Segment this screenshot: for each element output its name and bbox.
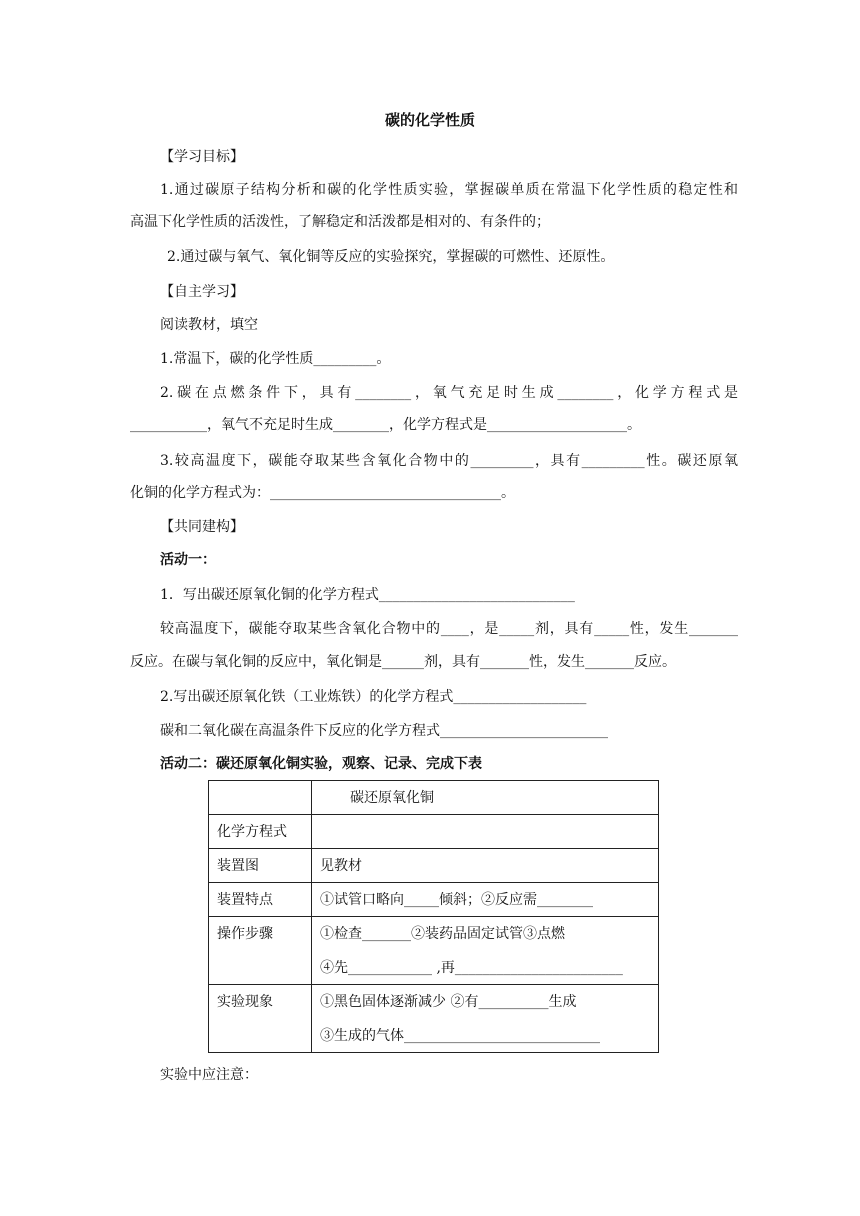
table-header-row xyxy=(209,781,659,815)
row-label: 化学方程式 xyxy=(209,815,312,849)
question-2-line-2: ___________，氧气不充足时生成________，化学方程式是____________________。 xyxy=(130,417,641,433)
row-value xyxy=(312,815,659,849)
table-header-cell-empty xyxy=(209,781,312,815)
question-1: 1.常温下，碳的化学性质_________。 xyxy=(160,351,391,367)
activity-1-question-1b-line-2: 反应。在碳与氧化铜的反应中，氧化铜是______剂，具有_______性，发生_______反应。 xyxy=(130,654,676,670)
goal-2: 2.通过碳与氧气、氧化铜等反应的实验探究，掌握碳的可燃性、还原性。 xyxy=(167,249,615,265)
table-header-cell: 碳还原氧化铜 xyxy=(312,781,659,815)
activity-1-question-3: 碳和二氧化碳在高温条件下反应的化学方程式________________________ xyxy=(160,723,608,739)
row-value xyxy=(312,917,659,985)
goal-1-line-2: 高温下化学性质的活泼性，了解稳定和活泼都是相对的、有条件的； xyxy=(130,214,550,230)
row-value: ①试管口略向_____倾斜；②反应需________ xyxy=(312,883,659,917)
experiment-table xyxy=(208,780,659,1053)
activity-1-question-1b-line-1: 较高温度下，碳能夺取某些含氧化合物中的____，是_____剂，具有_____性，发生_______ xyxy=(160,621,738,637)
table-row xyxy=(209,985,659,1053)
notes-label: 实验中应注意： xyxy=(160,1067,258,1083)
row-label: 实验现象 xyxy=(209,985,312,1053)
activity-1-question-2: 2.写出碳还原氧化铁（工业炼铁）的化学方程式___________________ xyxy=(160,689,587,705)
co-construct-header: 【共同建构】 xyxy=(160,519,244,535)
row-value-line: ③生成的气体____________________________ xyxy=(320,1028,600,1044)
question-3-line-1: 3.较高温度下，碳能夺取某些含氧化合物中的_________，具有_________性。碳还原氧 xyxy=(160,453,738,469)
row-label: 操作步骤 xyxy=(209,917,312,985)
page-title: 碳的化学性质 xyxy=(384,111,475,129)
table-row xyxy=(209,917,659,985)
activity-1-question-1: 1．写出碳还原氧化铜的化学方程式____________________________ xyxy=(160,587,575,603)
row-label: 装置图 xyxy=(209,849,312,883)
row-value xyxy=(312,985,659,1053)
question-2-line-1: 2.碳在点燃条件下，具有________，氧气充足时生成________，化学方程式是 xyxy=(160,385,738,401)
table-row xyxy=(209,815,659,849)
row-label: 装置特点 xyxy=(209,883,312,917)
row-value-line: ①黑色固体逐渐减少 ②有__________生成 xyxy=(320,994,577,1010)
table-row xyxy=(209,883,659,917)
self-study-intro: 阅读教材，填空 xyxy=(160,317,258,333)
row-value-line: ①检查_______②装药品固定试管③点燃 xyxy=(320,926,565,942)
table-row xyxy=(209,849,659,883)
question-3-line-2: 化铜的化学方程式为：_________________________________。 xyxy=(130,485,515,501)
goals-header: 【学习目标】 xyxy=(160,149,244,165)
self-study-header: 【自主学习】 xyxy=(160,284,244,300)
row-value: 见教材 xyxy=(312,849,659,883)
goal-1-line-1: 1.通过碳原子结构分析和碳的化学性质实验，掌握碳单质在常温下化学性质的稳定性和 xyxy=(160,182,738,198)
activity-2-header: 活动二：碳还原氧化铜实验，观察、记录、完成下表 xyxy=(160,756,482,772)
activity-1-header: 活动一： xyxy=(160,552,216,568)
row-value-line: ④先____________ ,再________________________ xyxy=(320,960,623,976)
